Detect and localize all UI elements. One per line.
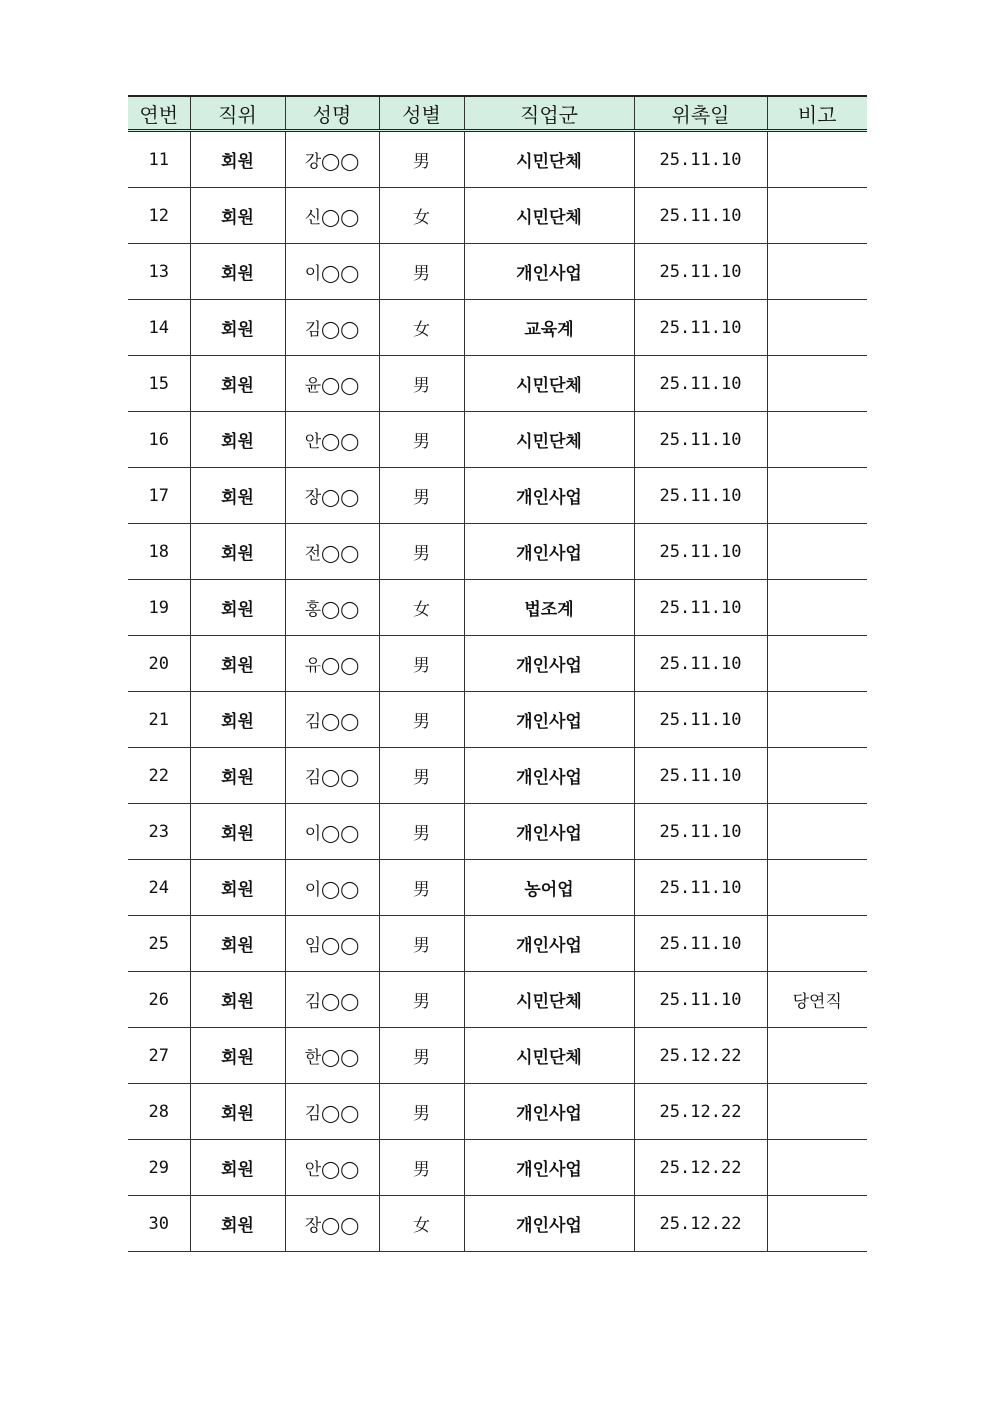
cell-occupation: 개인사업 (464, 804, 634, 860)
cell-gender: 男 (379, 244, 464, 300)
cell-name: 이◯◯ (285, 244, 379, 300)
table-row (128, 1028, 867, 1084)
cell-serial: 18 (128, 524, 190, 580)
cell-name: 윤◯◯ (285, 356, 379, 412)
cell-gender: 男 (379, 804, 464, 860)
table-row (128, 692, 867, 748)
cell-remarks (767, 1196, 867, 1252)
cell-occupation: 개인사업 (464, 1084, 634, 1140)
table-row (128, 972, 867, 1028)
cell-occupation: 시민단체 (464, 972, 634, 1028)
cell-remarks (767, 1028, 867, 1084)
member-roster-table (128, 95, 867, 1252)
cell-name: 임◯◯ (285, 916, 379, 972)
cell-serial: 25 (128, 916, 190, 972)
cell-serial: 27 (128, 1028, 190, 1084)
cell-gender: 男 (379, 1084, 464, 1140)
cell-appointment-date: 25.11.10 (634, 468, 767, 524)
cell-remarks (767, 468, 867, 524)
table-body (128, 131, 867, 1252)
cell-gender: 男 (379, 131, 464, 188)
cell-occupation: 시민단체 (464, 131, 634, 188)
cell-position: 회원 (190, 1028, 285, 1084)
cell-occupation: 개인사업 (464, 1140, 634, 1196)
cell-gender: 男 (379, 748, 464, 804)
cell-occupation: 개인사업 (464, 244, 634, 300)
cell-gender: 男 (379, 1140, 464, 1196)
cell-remarks (767, 244, 867, 300)
cell-appointment-date: 25.11.10 (634, 860, 767, 916)
cell-appointment-date: 25.11.10 (634, 131, 767, 188)
table-row (128, 580, 867, 636)
cell-occupation: 개인사업 (464, 636, 634, 692)
cell-serial: 19 (128, 580, 190, 636)
cell-appointment-date: 25.11.10 (634, 804, 767, 860)
table-row (128, 804, 867, 860)
cell-remarks (767, 580, 867, 636)
cell-name: 안◯◯ (285, 412, 379, 468)
cell-gender: 男 (379, 468, 464, 524)
cell-position: 회원 (190, 300, 285, 356)
cell-position: 회원 (190, 692, 285, 748)
header-occupation: 직업군 (464, 96, 634, 131)
cell-gender: 男 (379, 356, 464, 412)
cell-position: 회원 (190, 468, 285, 524)
cell-occupation: 교육계 (464, 300, 634, 356)
cell-gender: 男 (379, 972, 464, 1028)
cell-gender: 男 (379, 860, 464, 916)
cell-serial: 20 (128, 636, 190, 692)
table-header-row (128, 96, 867, 131)
cell-serial: 16 (128, 412, 190, 468)
cell-remarks (767, 860, 867, 916)
cell-serial: 29 (128, 1140, 190, 1196)
cell-remarks (767, 524, 867, 580)
cell-serial: 15 (128, 356, 190, 412)
header-position: 직위 (190, 96, 285, 131)
table-row (128, 356, 867, 412)
table-row (128, 916, 867, 972)
cell-name: 이◯◯ (285, 804, 379, 860)
cell-remarks (767, 692, 867, 748)
table-row (128, 412, 867, 468)
cell-position: 회원 (190, 188, 285, 244)
cell-position: 회원 (190, 580, 285, 636)
cell-serial: 13 (128, 244, 190, 300)
cell-serial: 12 (128, 188, 190, 244)
cell-name: 이◯◯ (285, 860, 379, 916)
cell-appointment-date: 25.11.10 (634, 300, 767, 356)
cell-remarks (767, 412, 867, 468)
cell-occupation: 시민단체 (464, 1028, 634, 1084)
cell-name: 안◯◯ (285, 1140, 379, 1196)
table-row (128, 860, 867, 916)
cell-name: 전◯◯ (285, 524, 379, 580)
cell-appointment-date: 25.11.10 (634, 748, 767, 804)
cell-position: 회원 (190, 524, 285, 580)
cell-serial: 11 (128, 131, 190, 188)
cell-name: 김◯◯ (285, 692, 379, 748)
table-row (128, 1196, 867, 1252)
cell-appointment-date: 25.12.22 (634, 1028, 767, 1084)
cell-name: 김◯◯ (285, 748, 379, 804)
cell-remarks (767, 131, 867, 188)
cell-position: 회원 (190, 804, 285, 860)
cell-appointment-date: 25.11.10 (634, 412, 767, 468)
cell-occupation: 시민단체 (464, 188, 634, 244)
header-serial: 연번 (128, 96, 190, 131)
cell-remarks (767, 1084, 867, 1140)
cell-appointment-date: 25.11.10 (634, 636, 767, 692)
table-row (128, 524, 867, 580)
cell-gender: 男 (379, 1028, 464, 1084)
cell-remarks (767, 804, 867, 860)
cell-appointment-date: 25.12.22 (634, 1140, 767, 1196)
cell-appointment-date: 25.11.10 (634, 916, 767, 972)
cell-gender: 女 (379, 1196, 464, 1252)
cell-serial: 17 (128, 468, 190, 524)
cell-occupation: 법조계 (464, 580, 634, 636)
cell-occupation: 개인사업 (464, 692, 634, 748)
cell-position: 회원 (190, 244, 285, 300)
cell-name: 신◯◯ (285, 188, 379, 244)
cell-appointment-date: 25.11.10 (634, 188, 767, 244)
cell-name: 유◯◯ (285, 636, 379, 692)
cell-position: 회원 (190, 748, 285, 804)
cell-appointment-date: 25.12.22 (634, 1196, 767, 1252)
cell-name: 홍◯◯ (285, 580, 379, 636)
header-name: 성명 (285, 96, 379, 131)
cell-appointment-date: 25.12.22 (634, 1084, 767, 1140)
cell-occupation: 시민단체 (464, 412, 634, 468)
cell-position: 회원 (190, 860, 285, 916)
cell-occupation: 개인사업 (464, 468, 634, 524)
table-row (128, 748, 867, 804)
cell-gender: 女 (379, 188, 464, 244)
cell-occupation: 농어업 (464, 860, 634, 916)
cell-occupation: 개인사업 (464, 748, 634, 804)
cell-gender: 男 (379, 412, 464, 468)
cell-serial: 26 (128, 972, 190, 1028)
table-row (128, 1140, 867, 1196)
cell-remarks (767, 1140, 867, 1196)
table-row (128, 131, 867, 188)
cell-appointment-date: 25.11.10 (634, 356, 767, 412)
cell-remarks (767, 748, 867, 804)
cell-name: 장◯◯ (285, 468, 379, 524)
cell-gender: 男 (379, 636, 464, 692)
cell-serial: 24 (128, 860, 190, 916)
table-row (128, 300, 867, 356)
cell-position: 회원 (190, 636, 285, 692)
cell-remarks (767, 636, 867, 692)
cell-position: 회원 (190, 1196, 285, 1252)
cell-position: 회원 (190, 916, 285, 972)
cell-position: 회원 (190, 972, 285, 1028)
cell-position: 회원 (190, 412, 285, 468)
cell-name: 김◯◯ (285, 972, 379, 1028)
cell-appointment-date: 25.11.10 (634, 580, 767, 636)
cell-position: 회원 (190, 356, 285, 412)
cell-occupation: 시민단체 (464, 356, 634, 412)
cell-occupation: 개인사업 (464, 524, 634, 580)
header-remarks: 비고 (767, 96, 867, 131)
cell-name: 김◯◯ (285, 300, 379, 356)
table-row (128, 468, 867, 524)
cell-gender: 女 (379, 580, 464, 636)
table-row (128, 1084, 867, 1140)
cell-serial: 30 (128, 1196, 190, 1252)
cell-gender: 男 (379, 692, 464, 748)
cell-remarks: 당연직 (767, 972, 867, 1028)
cell-gender: 女 (379, 300, 464, 356)
cell-gender: 男 (379, 916, 464, 972)
cell-position: 회원 (190, 1140, 285, 1196)
cell-remarks (767, 300, 867, 356)
cell-remarks (767, 188, 867, 244)
cell-serial: 14 (128, 300, 190, 356)
cell-appointment-date: 25.11.10 (634, 692, 767, 748)
cell-serial: 23 (128, 804, 190, 860)
cell-name: 강◯◯ (285, 131, 379, 188)
cell-appointment-date: 25.11.10 (634, 972, 767, 1028)
cell-gender: 男 (379, 524, 464, 580)
table-row (128, 636, 867, 692)
table-row (128, 244, 867, 300)
cell-occupation: 개인사업 (464, 1196, 634, 1252)
cell-serial: 21 (128, 692, 190, 748)
cell-position: 회원 (190, 131, 285, 188)
cell-name: 한◯◯ (285, 1028, 379, 1084)
cell-remarks (767, 916, 867, 972)
cell-serial: 28 (128, 1084, 190, 1140)
cell-remarks (767, 356, 867, 412)
cell-occupation: 개인사업 (464, 916, 634, 972)
cell-position: 회원 (190, 1084, 285, 1140)
header-gender: 성별 (379, 96, 464, 131)
cell-name: 김◯◯ (285, 1084, 379, 1140)
cell-appointment-date: 25.11.10 (634, 524, 767, 580)
cell-appointment-date: 25.11.10 (634, 244, 767, 300)
cell-serial: 22 (128, 748, 190, 804)
cell-name: 장◯◯ (285, 1196, 379, 1252)
header-appointment-date: 위촉일 (634, 96, 767, 131)
table-row (128, 188, 867, 244)
